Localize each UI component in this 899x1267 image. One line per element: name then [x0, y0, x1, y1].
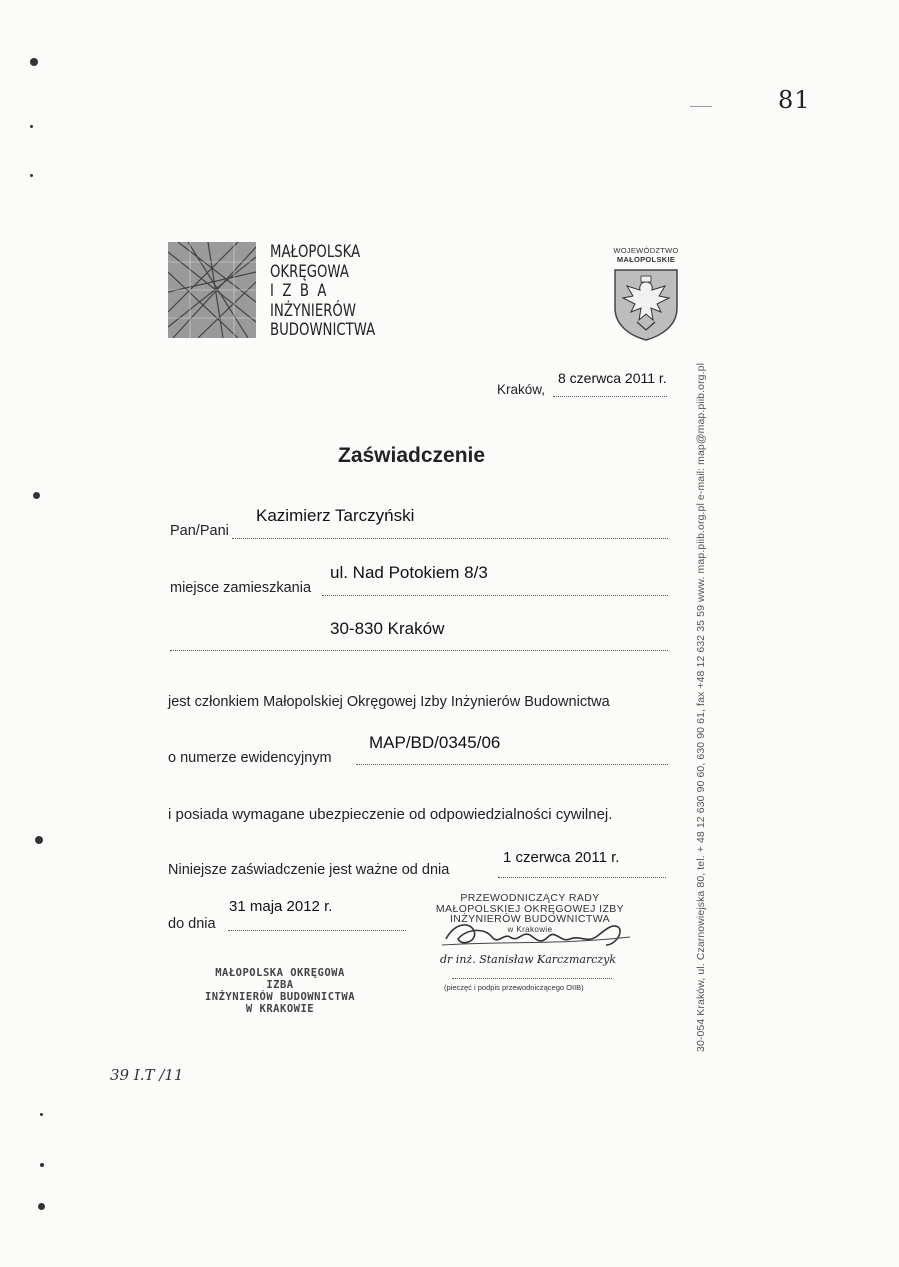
issue-date: 8 czerwca 2011 r. [558, 370, 667, 386]
top-dash-mark [690, 106, 712, 107]
date-dotted-line [553, 396, 667, 397]
chamber-stamp-line: W KRAKOWIE [245, 1003, 315, 1015]
valid-to-date: 31 maja 2012 r. [229, 898, 333, 915]
chamber-stamp-line: INŻYNIERÓW BUDOWNICTWA [204, 991, 356, 1003]
signature-dotted-line [452, 978, 612, 979]
punch-speck [38, 1203, 45, 1210]
membership-statement: jest członkiem Małopolskiej Okręgowej Izby Inżynierów Budownictwa [168, 694, 610, 710]
punch-speck [30, 125, 33, 128]
chamber-name-line: INŻYNIERÓW [270, 300, 356, 321]
document-title: Zaświadczenie [338, 444, 486, 467]
city-value: 30-830 Kraków [330, 619, 445, 638]
chairman-stamp-line: w Krakowie [507, 924, 553, 934]
voivodeship-crest-icon [613, 268, 679, 347]
punch-speck [33, 492, 40, 499]
chamber-stamp-line: MAŁOPOLSKA OKRĘGOWA IZBA [215, 967, 345, 991]
insurance-statement: i posiada wymagane ubezpieczenie od odpowiedzialności cywilnej. [168, 806, 613, 823]
chamber-name-line: OKRĘGOWA [270, 261, 349, 282]
voivodeship-line2: MAŁOPOLSKIE [616, 255, 676, 264]
issue-place-label: Kraków, [497, 382, 546, 397]
signature-caption: (pieczęć i podpis przewodniczącego OIIB) [444, 983, 584, 992]
chamber-name-line: BUDOWNICTWA [270, 320, 376, 340]
punch-speck [35, 836, 43, 844]
punch-speck [40, 1163, 44, 1167]
chamber-name-line: I Z B A [270, 281, 327, 301]
handwritten-note: 39 I.T /11 [110, 1066, 184, 1084]
valid-to-dotted-line [228, 930, 406, 931]
registry-number: MAP/BD/0345/06 [369, 733, 501, 752]
punch-speck [40, 1113, 43, 1116]
chairman-stamp-line: MAŁOPOLSKIEJ OKRĘGOWEJ IZBY [435, 902, 625, 915]
chamber-name-line: MAŁOPOLSKA [270, 242, 361, 262]
registry-dotted-line [356, 764, 668, 765]
chamber-logo [168, 242, 256, 338]
registry-label: o numerze ewidencyjnym [168, 750, 332, 766]
chairman-stamp-line: INŻYNIERÓW BUDOWNICTWA [449, 913, 611, 925]
side-contact-info: 30-054 Kraków, ul. Czarnowiejska 80, tel. + 48 12 630 90 60, 630 90 61, fax +48 12 632 35 59 www. map.piib.org.pl e-mail: map@map.piib.org.pl [695, 363, 707, 1052]
voivodeship-line1: WOJEWÓDZTWO [613, 246, 679, 255]
valid-to-label: do dnia [168, 916, 216, 932]
valid-from-label: Niniejsze zaświadczenie jest ważne od dnia [168, 862, 450, 878]
punch-speck [30, 174, 33, 177]
page-number: 81 [778, 86, 811, 114]
address-value: ul. Nad Potokiem 8/3 [330, 563, 488, 582]
voivodeship-label [610, 246, 682, 264]
valid-from-dotted-line [498, 877, 666, 878]
chamber-stamp [200, 967, 360, 1015]
person-name: Kazimierz Tarczyński [256, 506, 415, 525]
address-label: miejsce zamieszkania [170, 580, 312, 596]
chairman-stamp-line: PRZEWODNICZĄCY RADY [460, 892, 600, 904]
handwritten-signature [440, 915, 640, 958]
valid-from-date: 1 czerwca 2011 r. [503, 849, 620, 866]
chamber-name [270, 243, 375, 341]
address-dotted-line [322, 595, 668, 596]
name-dotted-line [232, 538, 668, 539]
city-dotted-line [170, 650, 668, 651]
signatory-name: dr inż. Stanisław Karczmarczyk [440, 953, 617, 966]
name-label: Pan/Pani [170, 523, 229, 539]
punch-speck [30, 58, 38, 66]
